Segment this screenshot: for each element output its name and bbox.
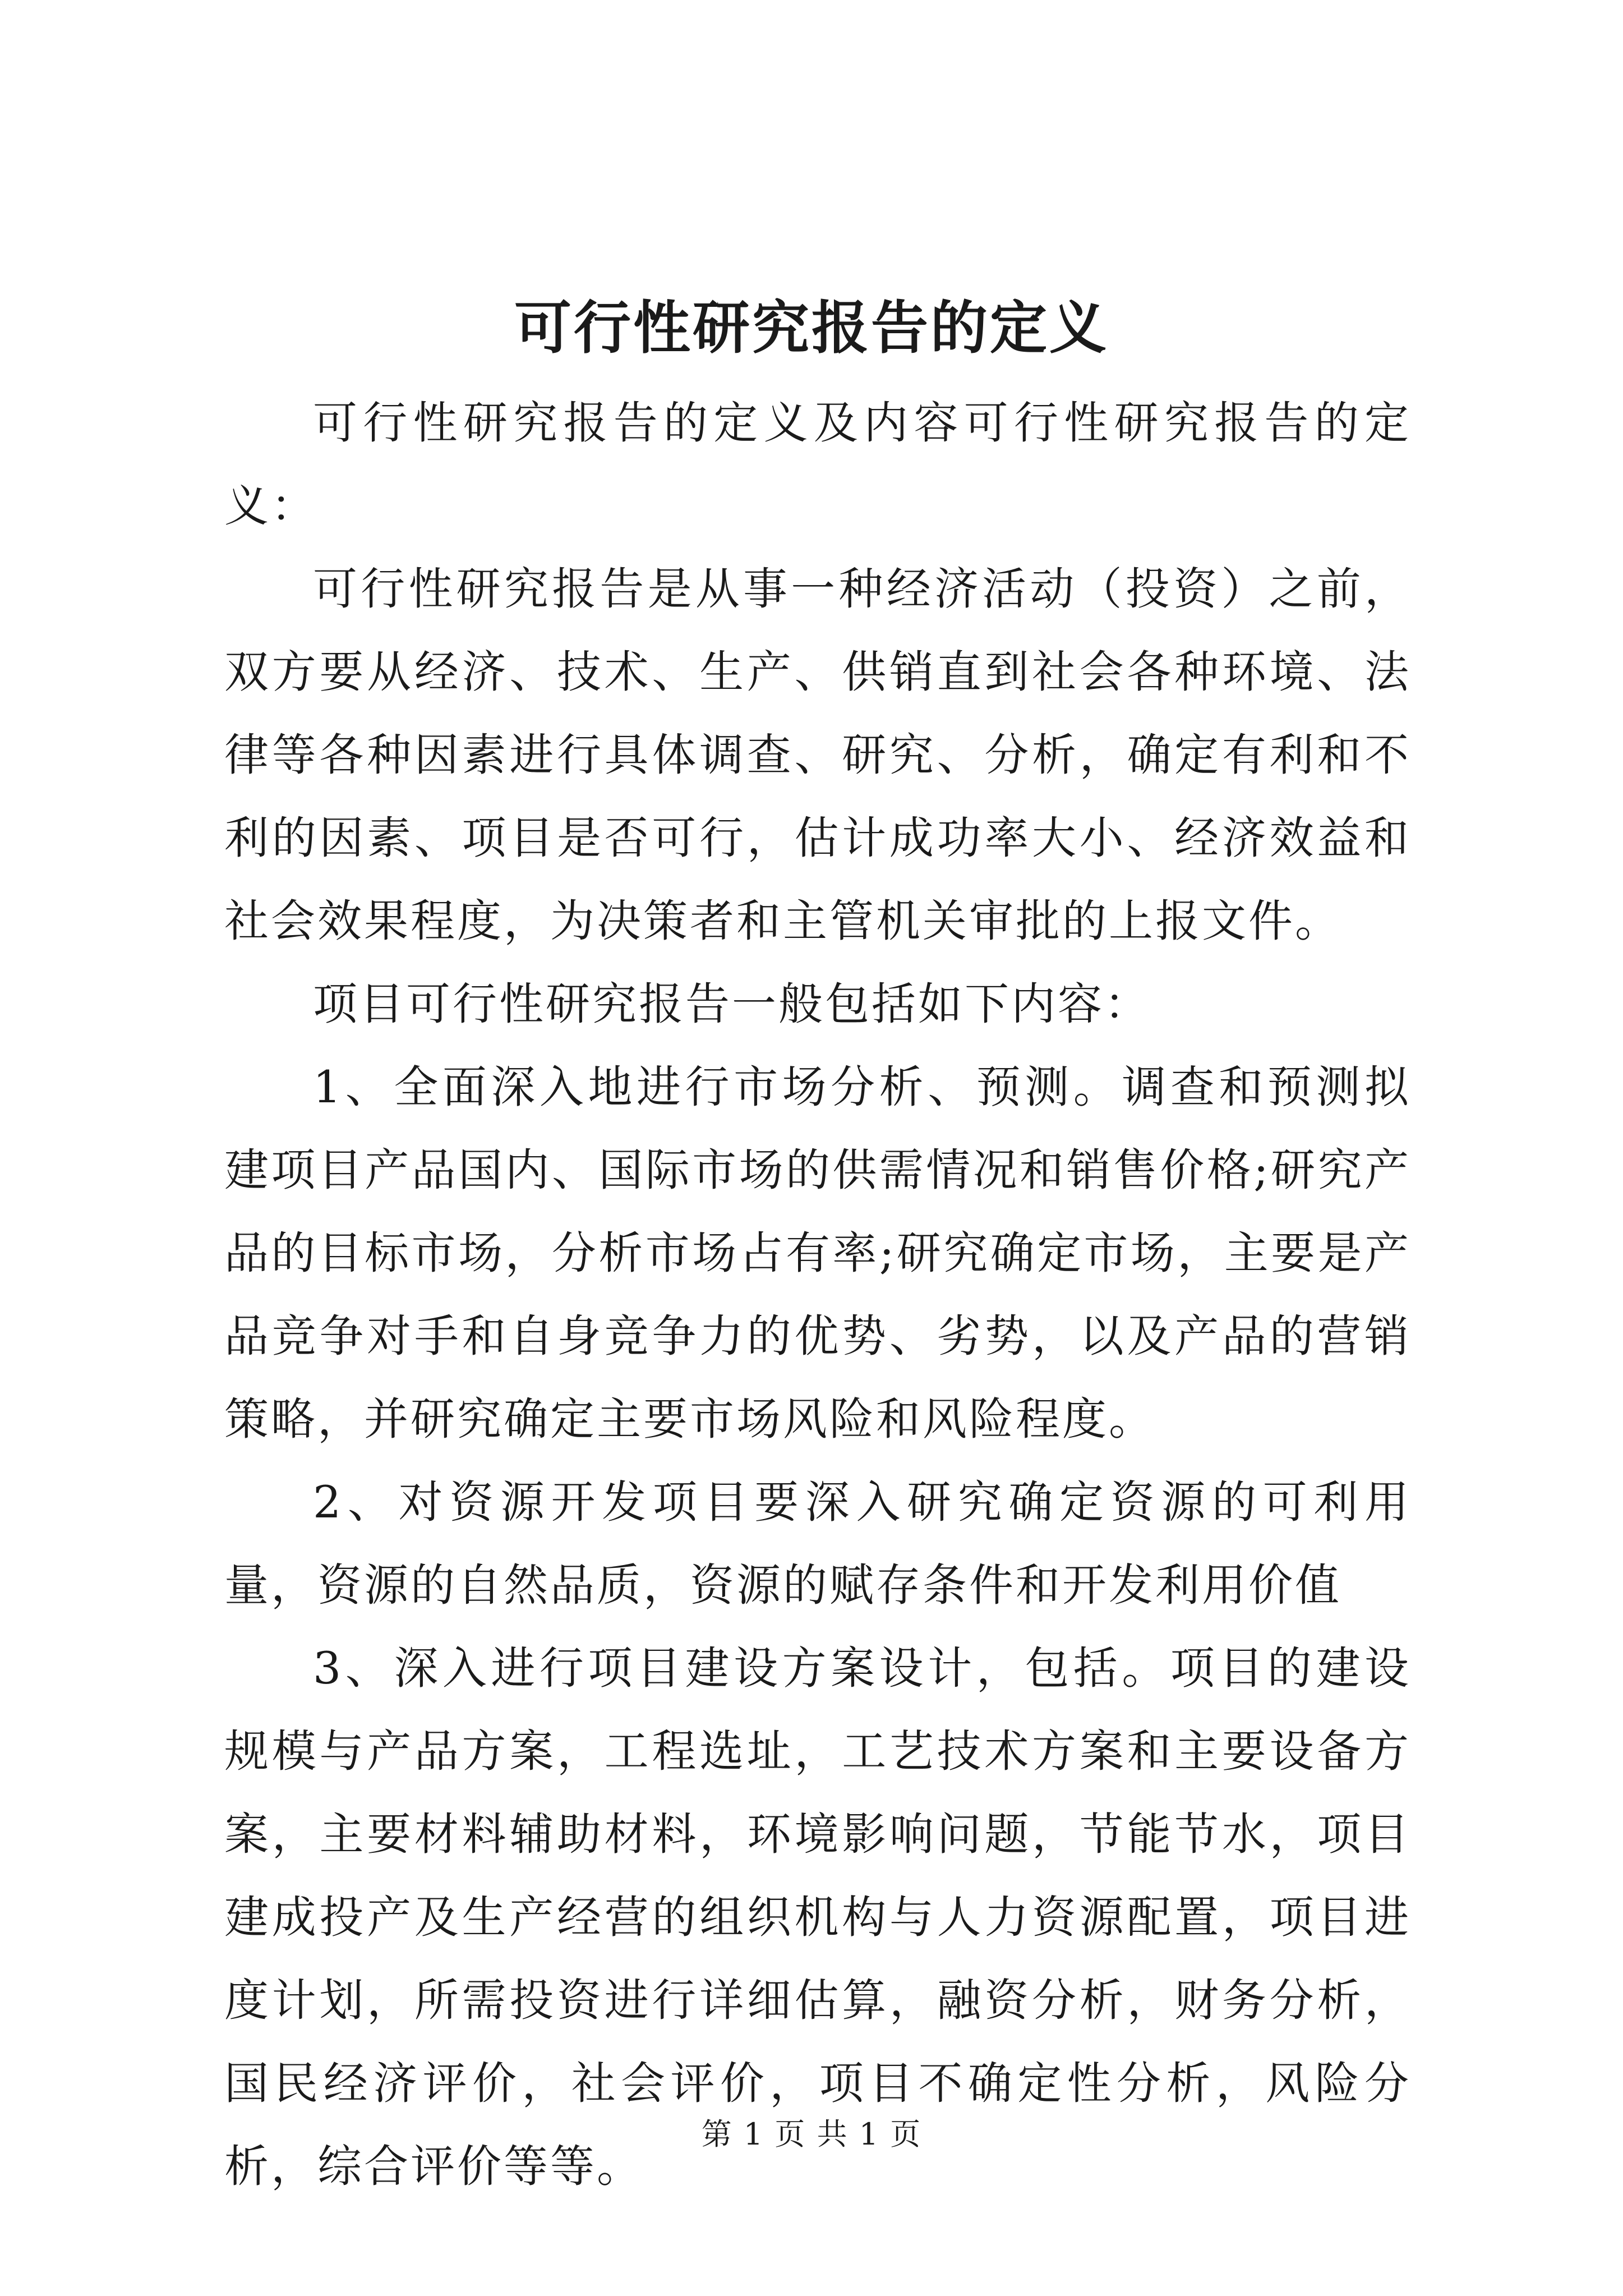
document-title: 可行性研究报告的定义	[514, 295, 1109, 362]
document-body	[224, 381, 1411, 2208]
paragraph-item-2: 2、对资源开发项目要深入研究确定资源的可利用量，资源的自然品质，资源的赋存条件和开发利用价值	[224, 1476, 1411, 1611]
paragraph-contents-heading: 项目可行性研究报告一般包括如下内容：	[313, 978, 1151, 1030]
page-number-footer: 第 1 页 共 1 页	[701, 2116, 922, 2152]
paragraph-intro: 可行性研究报告的定义及内容可行性研究报告的定义：	[224, 397, 1411, 532]
paragraph-definition: 可行性研究报告是从事一种经济活动（投资）之前，双方要从经济、技术、生产、供销直到社会各种环境、法律等各种因素进行具体调查、研究、分析，确定有利和不利的因素、项目是否可行，估计成功率大小、经济效益和社会效果程度，为决策者和主管机关审批的上报文件。	[224, 563, 1411, 947]
paragraph-item-1: 1、全面深入地进行市场分析、预测。调查和预测拟建项目产品国内、国际市场的供需情况和销售价格;研究产品的目标市场，分析市场占有率;研究确定市场，主要是产品竞争对手和自身竞争力的优势、劣势，以及产品的营销策略，并研究确定主要市场风险和风险程度。	[224, 1061, 1411, 1445]
paragraph-item-3: 3、深入进行项目建设方案设计，包括。项目的建设规模与产品方案，工程选址，工艺技术方案和主要设备方案，主要材料辅助材料，环境影响问题，节能节水，项目建成投产及生产经营的组织机构与人力资源配置，项目进度计划，所需投资进行详细估算，融资分析，财务分析，国民经济评价，社会评价，项目不确定性分析，风险分析，综合评价等等。	[224, 1642, 1411, 2192]
